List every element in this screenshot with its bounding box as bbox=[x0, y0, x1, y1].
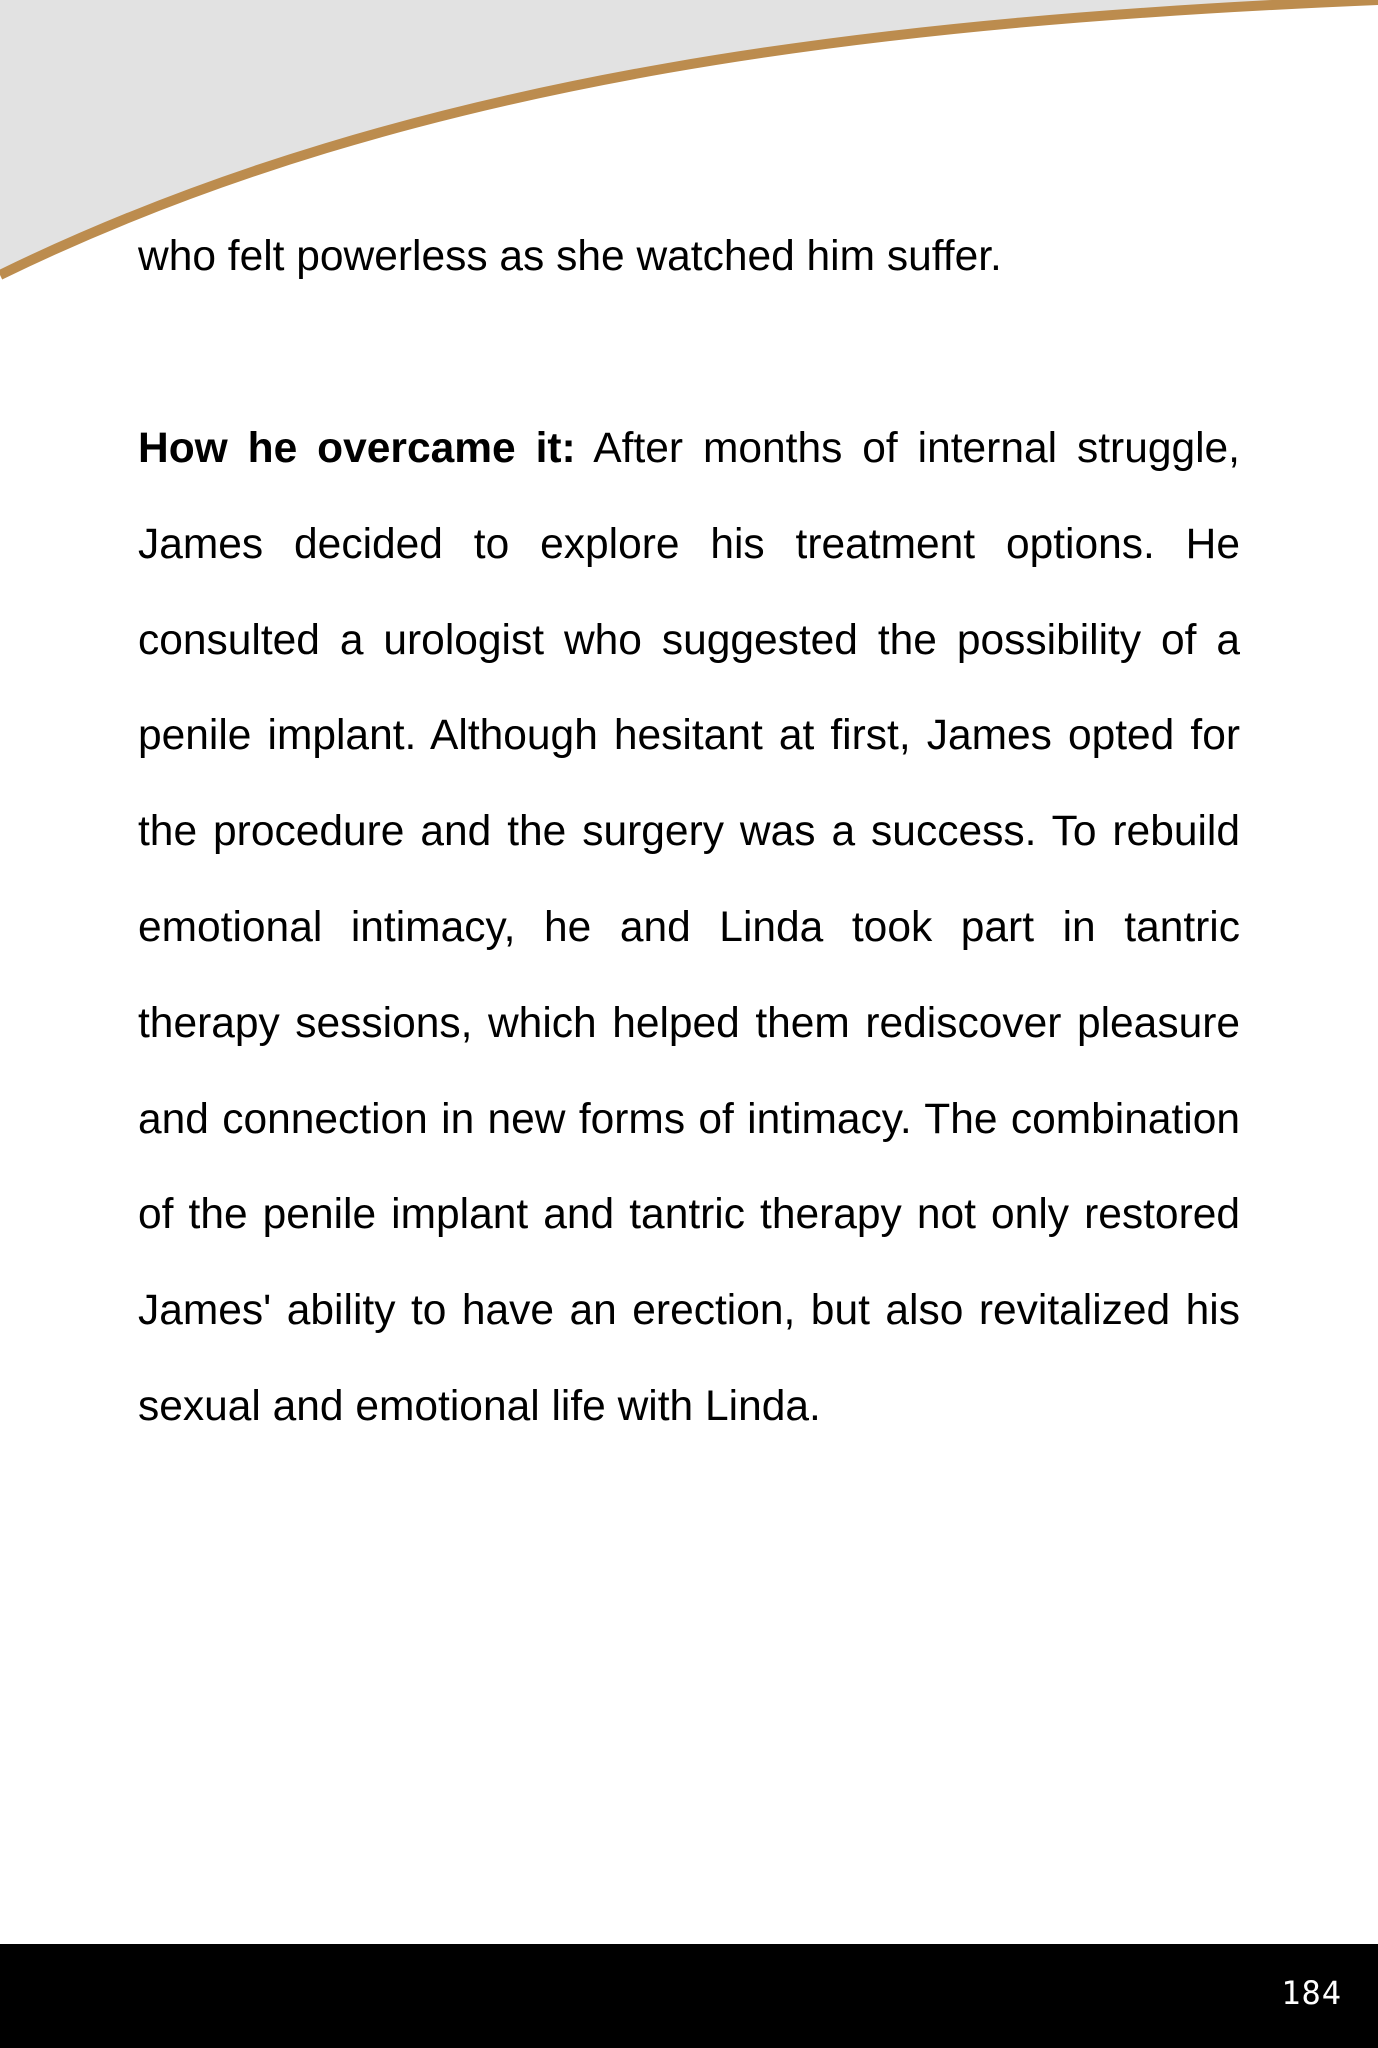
section-body: After months of internal struggle, James decided to explore his treatment options. He consulted a urologist who suggested the possibility of a penile implant. Although hesitant at first, James opted for the procedure and the surgery was a success. To rebuild emotional intimacy, he and Linda took part in tantric therapy sessions, which helped them rediscover pleasure and connection in new forms of intimacy. The combination of the penile implant and tantric therapy not only restored James' ability to have an erection, but also revitalized his sexual and emotional life with Linda. bbox=[138, 425, 1240, 1430]
section-heading: How he overcame it: bbox=[138, 425, 576, 472]
page-number: 184 bbox=[1281, 1974, 1342, 2012]
section-paragraph bbox=[138, 401, 1240, 1455]
footer-bar bbox=[0, 1944, 1378, 2048]
intro-line: who felt powerless as she watched him suffer. bbox=[138, 233, 1002, 280]
